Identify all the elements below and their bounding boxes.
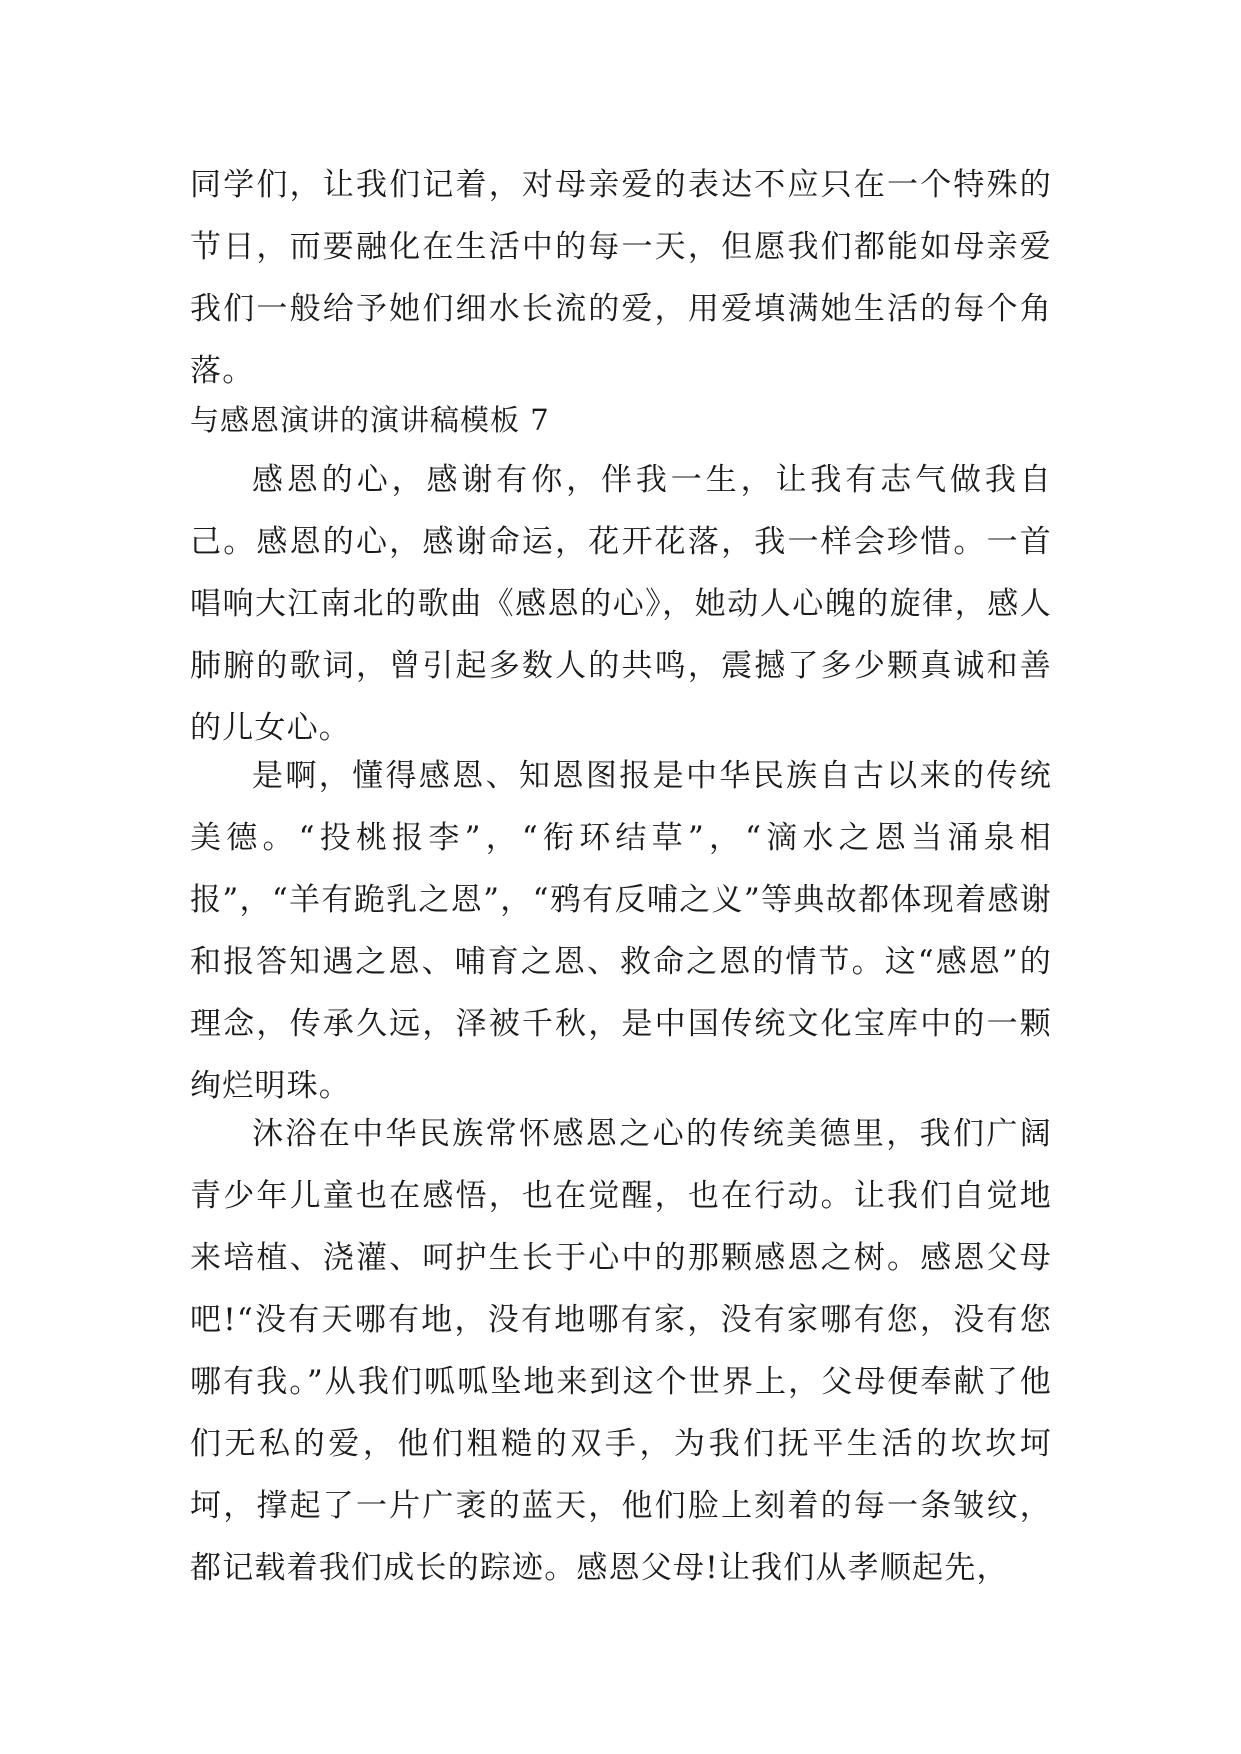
section-heading: 与感恩演讲的演讲稿模板 7 — [190, 403, 550, 437]
paragraph-3: 沐浴在中华民族常怀感恩之心的传统美德里，我们广阔青少年儿童也在感悟，也在觉醒，也在行动。让我们自觉地来培植、浇灌、呵护生长于心中的那颗感恩之树。感恩父母吧!“没有天哪有地，没有地哪有家，没有家哪有您，没有您哪有我。”从我们呱呱坠地来到这个世界上，父母便奉献了他们无私的爱，他们粗糙的双手，为我们抚平生活的坎坎坷坷，撑起了一片广袤的蓝天，他们脸上刻着的每一条皱纹，都记载着我们成长的踪迹。感恩父母!让我们从孝顺起先， — [190, 1116, 1052, 1586]
paragraph-2: 是啊，懂得感恩、知恩图报是中华民族自古以来的传统美德。“投桃报李”，“衔环结草”，“滴水之恩当涌泉相报”，“羊有跪乳之恩”，“鸦有反哺之义”等典故都体现着感谢和报答知遇之恩、哺育之恩、救命之恩的情节。这“感恩”的理念，传承久远，泽被千秋，是中国传统文化宝库中的一颗绚烂明珠。 — [190, 758, 1052, 1104]
paragraph-1: 感恩的心，感谢有你，伴我一生，让我有志气做我自己。感恩的心，感谢命运，花开花落，我一样会珍惜。一首唱响大江南北的歌曲《感恩的心》，她动人心魄的旋律，感人肺腑的歌词，曾引起多数人的共鸣，震撼了多少颗真诚和善的儿女心。 — [190, 462, 1052, 746]
continued-paragraph: 同学们，让我们记着，对母亲爱的表达不应只在一个特殊的节日，而要融化在生活中的每一天，但愿我们都能如母亲爱我们一般给予她们细水长流的爱，用爱填满她生活的每个角落。 — [190, 167, 1052, 389]
